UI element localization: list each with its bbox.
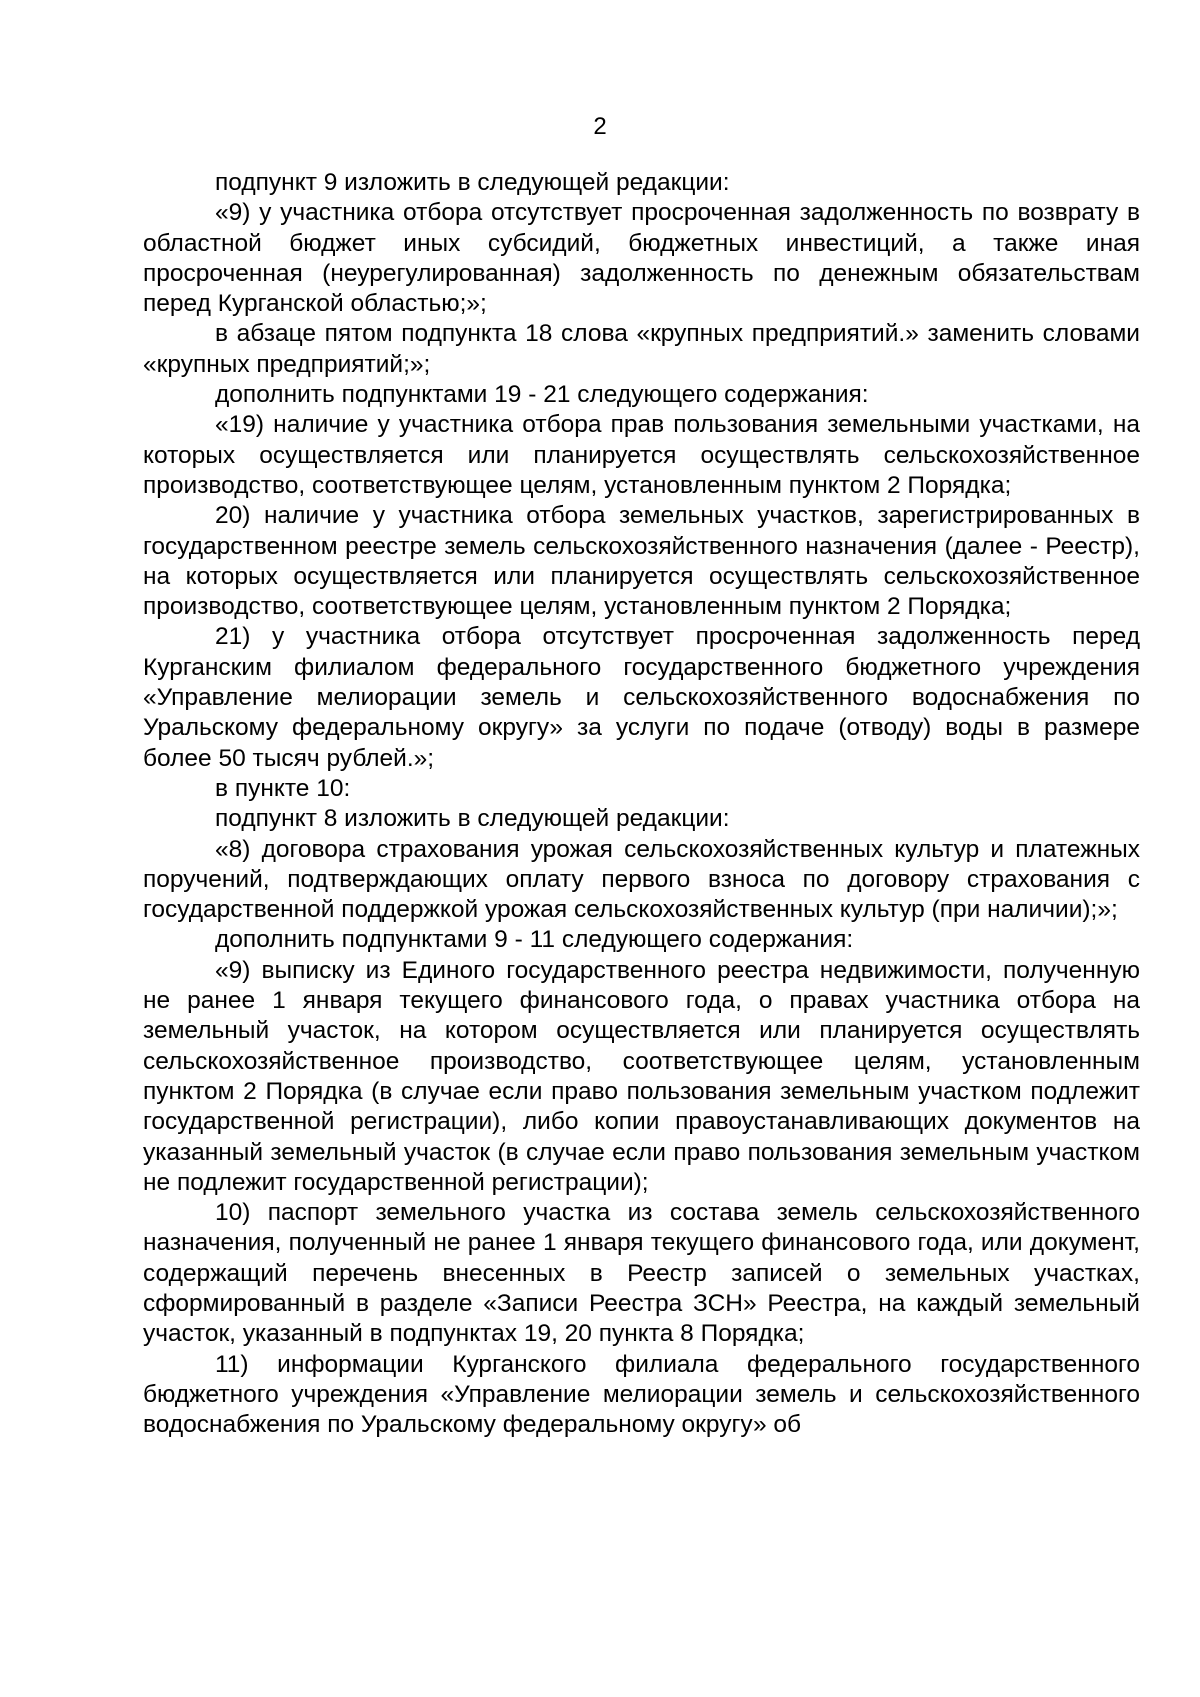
paragraph-subitem-9-text: «9) у участника отбора отсутствует просроченная задолженность по возврату в областной бюджет иных субсидий, бюджетных инвестиций, а также иная просроченная (неурегулированная) задолженность по денежным обязательствам перед Курганской областью;»; [143,199,1140,318]
paragraph-point-10: в пункте 10: [215,774,351,802]
paragraph-subitem-9-intro: подпункт 9 изложить в следующей редакции: [215,169,730,196]
page-number: 2 [593,113,607,140]
paragraph-subitem-18-change: в абзаце пятом подпункта 18 слова «крупных предприятий.» заменить словами «крупных предприятий;»; [143,320,1140,378]
paragraph-add-19-21-intro: дополнить подпунктами 19 - 21 следующего содержания: [215,381,869,409]
paragraph-add-9-11-intro: дополнить подпунктами 9 - 11 следующего содержания: [215,926,854,954]
paragraph-subitem-11-new: 11) информации Курганского филиала федерального государственного бюджетного учреждения «Управление мелиорации земель и сельскохозяйственного водоснабжения по Уральскому федеральному округу» об [143,1350,1140,1439]
paragraph-subitem-10-new: 10) паспорт земельного участка из состава земель сельскохозяйственного назначения, полученный не ранее 1 января текущего финансового года, или документ, содержащий перечень внесенных в Реестр записей о земельных участках, сформированный в разделе «Записи Реестра ЗСН» Реестра, на каждый земельный участок, указанный в подпунктах 19, 20 пункта 8 Порядка; [143,1199,1140,1348]
paragraph-subitem-21: 21) у участника отбора отсутствует просроченная задолженность перед Курганским филиалом федерального государственного бюджетного учреждения «Управление мелиорации земель и сельскохозяйственного водоснабжения по Уральскому федеральному округу» за услуги по подаче (отводу) воды в размере более 50 тысяч рублей.»; [143,623,1140,772]
document-body [143,168,1140,1440]
paragraph-subitem-8-text: «8) договора страхования урожая сельскохозяйственных культур и платежных поручений, подтверждающих оплату первого взноса по договору страхования с государственной поддержкой урожая сельскохозяйственных культур (при наличии);»; [143,835,1140,924]
paragraph-subitem-8-intro: подпункт 8 изложить в следующей редакции: [215,805,730,833]
paragraph-subitem-9-new: «9) выписку из Единого государственного реестра недвижимости, полученную не ранее 1 января текущего финансового года, о правах участника отбора на земельный участок, на котором осуществляется или планируется осуществлять сельскохозяйственное производство, соответствующее целям, установленным пунктом 2 Порядка (в случае если право пользования земельным участком подлежит государственной регистрации), либо копии правоустанавливающих документов на указанный земельный участок (в случае если право пользования земельным участком не подлежит государственной регистрации); [143,956,1140,1196]
paragraph-subitem-20: 20) наличие у участника отбора земельных участков, зарегистрированных в государственном реестре земель сельскохозяйственного назначения (далее - Реестр), на которых осуществляется или планируется осуществлять сельскохозяйственное производство, соответствующее целям, установленным пунктом 2 Порядка; [143,502,1140,621]
paragraph-subitem-19: «19) наличие у участника отбора прав пользования земельными участками, на которых осуществляется или планируется осуществлять сельскохозяйственное производство, соответствующее целям, установленным пунктом 2 Порядка; [143,411,1140,499]
